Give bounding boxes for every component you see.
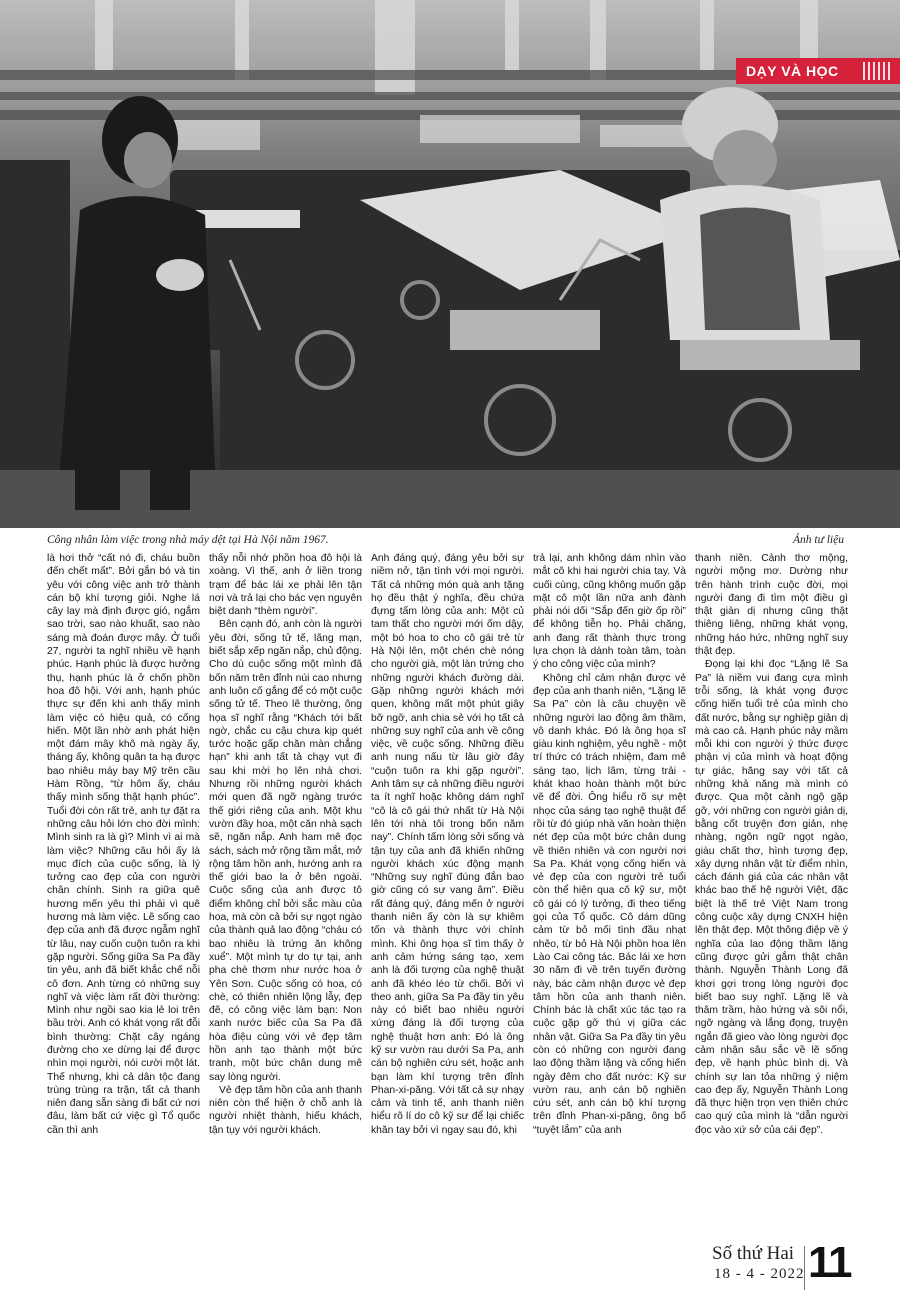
article-column-3: [371, 552, 524, 1242]
section-tag-stripes: [863, 62, 890, 80]
article-column-5: [695, 552, 848, 1242]
footer-divider: [804, 1246, 805, 1290]
paragraph: Anh đáng quý, đáng yêu bởi sự niềm nở, tận tình với mọi người. Tất cả những món quà anh tặng họ đều thật ý nghĩa, đều chứa đựng tấm lòng của anh: Một củ tam thất cho người mới ốm dậy, một bó hoa to cho cô gái trẻ từ Hà Nội lên, một chén chè nóng cho người già, một làn trứng cho những người khách đường dài. Gặp những người khách mới quen, không mất một phút giây bỡ ngỡ, anh chia sẻ với họ tất cả những suy nghĩ của anh về công việc, về cuộc sống. Những điều anh nung nấu từ lâu giờ đây “cuộn tuôn ra khi gặp người”. Anh tâm sự cả những điều người ta ít nghĩ hoặc không dám nghĩ “cô là cô gái thứ nhất từ Hà Nội lên tới nhà tôi trong bốn năm nay”. Chính tấm lòng sởi sống và tận tụy của anh đã khiến những người khách xúc động mạnh “Những suy nghĩ đúng đắn bao giờ cũng có sự vang âm”. Điều rất đáng quý, đáng mến ở người thanh niên ấy còn là sự khiêm tốn và thành thực với chính mình. Khi ông họa sĩ tìm thấy ở anh cảm hứng sáng tạo, xem anh là đối tượng của nghệ thuật anh đã khéo léo từ chối. Bởi vì theo anh, giữa Sa Pa đầy tin yêu này có biết bao nhiêu người xứng đáng là đối tượng của nghệ thuật hơn anh: Đó là ông kỹ sư vườn rau dưới Sa Pa, anh cán bộ nghiên cứu sét, hoặc anh bạn làm khí tượng trên đỉnh Phan-xi-păng. Với tất cả sự nhạy cảm và tinh tế, anh thanh niên hiểu rõ lí do cô kỹ sư để lại chiếc khăn tay bởi vì ngay sau đó, khi: [371, 553, 524, 1136]
article-column-2: [209, 552, 362, 1242]
photo-credit: Ảnh tư liệu: [793, 534, 844, 546]
photo-caption: Công nhân làm việc trong nhà máy dệt tại Hà Nội năm 1967.: [47, 534, 329, 546]
paragraph: Không chỉ cảm nhận được vẻ đẹp của anh thanh niên, “Lặng lẽ Sa Pa” còn là câu chuyện về những người lao động âm thầm, vô danh khác. Đó là ông họa sĩ giàu kinh nghiệm, yêu nghề - một trí thức có trách nhiệm, đam mê sáng tạo, lịch lãm, từng trải - khát khao hoàn thành một bức vẽ để đời. Ông hiểu rõ sự mệt nhọc của sáng tạo nghệ thuật để rồi từ đó giúp nhà văn hoàn thiện nét đẹp của một bức chân dung về thiên nhiên và con người nơi Sa Pa. Khát vọng cống hiến và vẻ đẹp của con người trẻ tuổi còn thể hiện qua cô kỹ sư, một cô gái có lý tưởng, đi theo tiếng gọi của Tổ quốc. Cô dám dũng cảm từ bỏ mối tình đầu nhạt nhẽo, từ bỏ Hà Nội phồn hoa lên Lào Cai công tác. Bác lái xe hơn 30 năm đi về trên tuyến đường này, bác cảm nhận được vẻ đẹp tâm hồn của anh thanh niên. Chính bác là chất xúc tác tạo ra cuộc gặp gỡ thú vị giữa các nhân vật. Giữa Sa Pa đầy tin yêu còn có những con người đang lao động thầm lặng và cống hiến ngày đêm cho đất nước: Kỹ sư vườn rau, anh cán bộ nghiên cứu sét, anh cán bộ khí tượng trên đỉnh Phan-xi-păng, ông bố “tuyệt lắm” của anh: [533, 672, 686, 1136]
paragraph: Vẻ đẹp tâm hồn của anh thanh niên còn thể hiện ở chỗ anh là người nhiệt thành, hiếu khách, tận tụy với người khách.: [209, 1084, 362, 1136]
worker-left: [60, 96, 215, 510]
issue-label: Số thứ Hai: [712, 1243, 795, 1264]
worker-right: [660, 87, 830, 340]
paragraph: trả lại, anh không dám nhìn vào mắt cô khi hai người chia tay. Và cuối cùng, cũng không muốn gặp mặt cô một lần nữa anh đành phải nói dối “Sắp đến giờ ốp rồi” để không tiễn họ. Phải chăng, anh đang rất thành thực trong lựa chọn là dành toàn tâm, toàn ý cho công việc của mình?: [533, 553, 686, 671]
article-column-1: [47, 552, 200, 1242]
page-number: 11: [808, 1238, 851, 1287]
factory-photo: [0, 0, 900, 528]
article-body: [47, 552, 847, 1242]
paragraph: thanh niên. Cảnh thơ mộng, người mộng mơ. Dường như trên hành trình cuộc đời, mọi người đang đi tìm một điều gì thật giản dị nhưng cũng thật thiêng liêng, những khát vọng, những háo hức, những nghĩ suy thật đẹp.: [695, 553, 848, 658]
section-tag: [736, 58, 900, 84]
paragraph: Đọng lại khi đọc “Lặng lẽ Sa Pa” là niềm vui đang cựa mình trỗi sống, là khát vọng được cống hiến tuổi trẻ của mình cho đất nước, bằng sự nghiệp giản dị mà cao cả. Hạnh phúc nảy mầm mỗi khi con người ý thức được phận vị của mình và hoạt động tự giác, hăng say với tất cả những khả năng mà mình có được. Qua một cảnh ngộ gặp gỡ, với những con người giản dị, bằng cốt truyện đơn giản, nhẹ nhàng, ngôn ngữ ngọt ngào, giàu chất thơ, hình tượng đẹp, xây dựng nhân vật từ điểm nhìn, cách đánh giá của các nhân vật khác bao thế hệ người Việt, đặc biệt là thế trẻ Việt Nam trong công cuộc xây dựng CNXH hiện lên thật đẹp. Một thông điệp về ý nghĩa của lao động thầm lặng cũng được gửi gắm thật chân thành. Nguyễn Thành Long đã khơi gợi trong lòng người đọc biết bao suy nghĩ. Lặng lẽ và thâm trầm, hào hứng và sôi nổi, ngỡ ngàng và lắng đọng, truyện ngắn đã gieo vào lòng người đọc cảm nhận sâu sắc về lẽ sống đẹp, về hạnh phúc bình dị. Và chính sự lan tỏa những ý niệm cao đẹp ấy, Nguyễn Thành Long đã thực hiện trọn vẹn thiên chức cao quý của mình là “dẫn người đọc vào xứ sở của cái đẹp”.: [695, 659, 848, 1136]
paragraph: Bên cạnh đó, anh còn là người yêu đời, sống tử tế, lãng mạn, biết sắp xếp ngăn nắp, chủ động. Cho dù cuộc sống một mình đã bốn năm trên đỉnh núi cao nhưng anh luôn cố gắng để có một cuộc sống tử tế. Theo lẽ thường, ông họa sĩ nghĩ rằng “Khách tới bất ngờ, chắc cu cậu chưa kịp quét tước hoặc gấp chăn màn chẳng hạn” khi anh tất tả chạy vụt đi sau khi mời họ lên nhà chơi. Nhưng rồi những người khách mới quen đã ngỡ ngàng trước thế giới riêng của anh. Một khu vườn đầy hoa, một căn nhà sạch sẽ, ngăn nắp. Anh ham mê đọc sách, sách mở rộng tầm mắt, mở rộng tâm hồn anh, hướng anh ra thế giới bao la ở bên ngoài. Cuộc sống của anh được tô điểm không chỉ bởi sắc màu của hoa, mà còn cả bởi sự ngọt ngào của thành quả lao động “cháu có bao nhiêu là trứng ăn không xuể”. Một mình tự do tự tại, anh pha chè thơm như nước hoa ở Yên Sơn. Cuộc sống có hoa, có chè, có thiên nhiên lộng lẫy, đẹp đẽ, có công việc làm bạn: Non xanh nước biếc của Sa Pa đã hòa điệu cùng với vẻ đẹp tâm hồn anh tạo thành một bức tranh, một bức chân dung mê say lòng người.: [209, 619, 362, 1083]
issue-date: 18 - 4 - 2022: [714, 1266, 805, 1282]
article-column-4: [533, 552, 686, 1242]
section-label: DẠY VÀ HỌC: [746, 63, 839, 79]
paragraph: là hơi thở “cất nó đi, cháu buồn đến chết mất”. Bởi gắn bó và tin yêu với công việc anh trở thành cán bộ khí tượng giỏi. Nghe lá cây lay mà định được gió, ngắm sao trời, sao nào khuất, sao nào sáng mà đoán được mây. Ở tuổi 27, người ta nghĩ nhiều về hạnh phúc. Hạnh phúc là được hưởng thụ, hạnh phúc là ở chốn phồn hoa đô hội. Với anh, hạnh phúc thực sự đến khi anh thấy mình làm việc có hiệu quả, có cống hiến. Một lần nhờ anh phát hiện một đám mây khô mà ngày ấy, tháng ấy, không quân ta hạ được bao nhiêu máy bay Mỹ trên cầu Hàm Rồng, “từ hôm ấy, cháu thấy mình sống thật hạnh phúc”. Tuổi đời còn rất trẻ, anh tự đặt ra những câu hỏi lớn cho đời mình: Mình sinh ra là gì? Mình vì ai mà làm việc? Những câu hỏi ấy là mục đích của cuộc sống, là lý tưởng cao đẹp của con người chân chính. Sinh ra giữa quê hương mến yêu thì phải vì quê hương mà làm việc. Lẽ sống cao đẹp của anh đã được ngẫm nghĩ từ lâu, nay cuốn cuộn tuôn ra khi gặp người. Sống giữa Sa Pa đầy tin yêu, anh đã biết khắc chế nỗi cô đơn. Anh từng có những suy nghĩ và việc làm rất đời thường: Mình như ngồi sao kia lẻ loi trên bầu trời. Anh có khát vọng rất đỗi bình thường: Chặt cây ngáng đường cho xe dừng lại để được nhìn mọi người, nói cười một lát. Thế nhưng, khi cả dân tộc đang trùng trùng ra trận, tất cả thanh niên đang sẵn sàng đi bất cứ nơi đâu, làm bất cứ việc gì Tổ quốc cần thì anh: [47, 553, 200, 1136]
paragraph: thấy nỗi nhớ phồn hoa đô hội là xoàng. Vì thế, anh ở liền trong trạm để bác lái xe phải lên tận nơi và trả lại cho bác vẹn nguyên biệt danh “thèm người”.: [209, 553, 362, 618]
